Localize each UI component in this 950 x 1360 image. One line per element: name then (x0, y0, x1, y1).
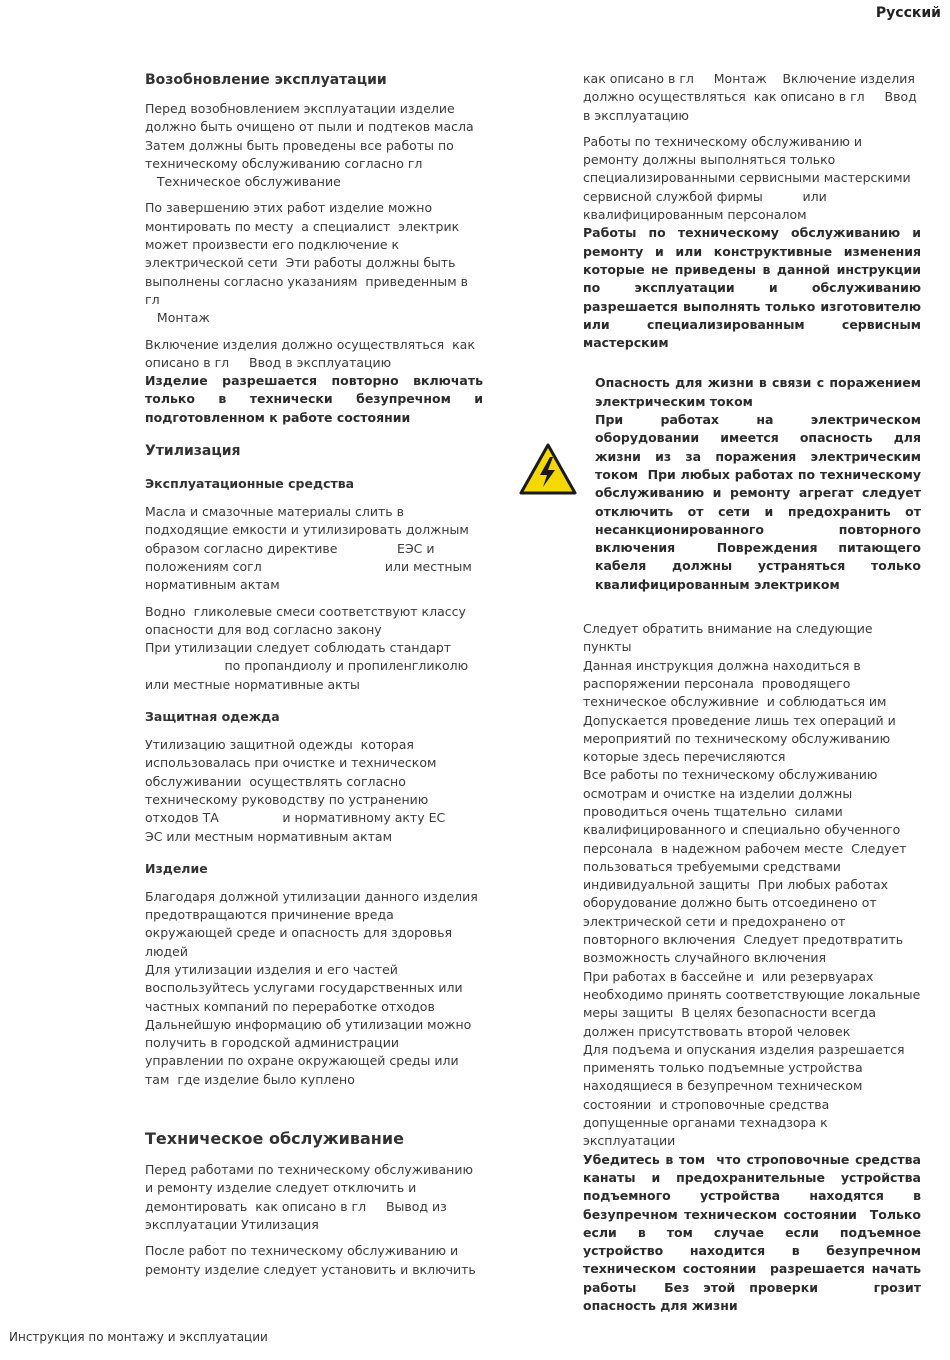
maintenance-paragraph-1: Перед работами по техническому обслуживанию и ремонту изделие следует отключить и демонтировать как описано в гл Вывод из эксплуатации Утилизация (145, 1162, 477, 1232)
maintenance-paragraph-2: После работ по техническому обслуживанию и ремонту изделие следует установить и включить (145, 1243, 476, 1277)
continuation-paragraph: как описано в гл Монтаж Включение изделия должно осуществляться как описано в гл Ввод в эксплуатацию (583, 71, 921, 123)
right-column (583, 70, 926, 1323)
disposal-heading: Утилизация (145, 443, 241, 460)
warning-title: Опасность для жизни в связи с поражением электрическим током (595, 375, 926, 409)
language-label: Русский (875, 5, 941, 21)
points-paragraph: Следует обратить внимание на следующие пункты Данная инструкция должна находиться в распоряжении персонала проводящего техническое обслуживние и соблюдаться им Допускается проведение лишь тех операций и мероприятий по техническому обслуживанию которые здесь перечисляются Все работы по техническому обслуживанию осмотрам и очистке на изделии должны проводиться очень тщательно силами квалифицированного и специально обученного персонала в надежном рабочем месте Следует пользоваться требуемыми средствами индивидуальной защиты При любых работах оборудование должно быть отсоединено от электрической сети и предохранено от повторного включения Следует предотвратить возможность случайного включения При работах в бассейне и или резервуарах необходимо принять соответствующие локальные меры защиты В целях безопасности всегда должен присутствовать второй человек Для подъема и опускания изделия разрешается применять только подъемные устройства находящиеся в безупречном техническом состоянии и строповочные средства допущенные органами технадзора к эксплуатации (583, 621, 921, 1149)
operating-media-paragraph-1: Масла и смазочные материалы слить в подходящие емкости и утилизировать должным образом согласно директиве ЕЭС и положениям согл или местным нормативным актам (145, 504, 476, 593)
service-bold-note: Работы по техническому обслуживанию и ремонту и или конструктивные изменения которые не приведены в данной инструкции по эксплуатации и обслуживанию разрешается выполнять только изготовителю или специализированным сервисным мастерским (583, 225, 926, 351)
operating-media-paragraph-2: Водно гликолевые смеси соответствуют классу опасности для вод согласно закону При утилизации следует соблюдать стандарт по пропандиолу и пропиленгликолю или местные нормативные акты (145, 603, 469, 692)
protective-clothing-heading: Защитная одежда (145, 709, 280, 725)
electrical-warning-box (583, 374, 926, 594)
product-paragraph: Благодаря должной утилизации данного изделия предотвращаются причинение вреда окружающей среде и опасность для здоровья людей Для утилизации изделия и его частей воспользуйтесь услугами государственных или частных компаний по переработке отходов Дальнейшую информацию об утилизации можно получить в городской администрации управлении по охране окружающей среды или там где изделие было куплено (145, 888, 478, 1087)
final-bold-note: Убедитесь в том что строповочные средства канаты и предохранительные устройства подъемного устройства находятся в безупречном техническом состоянии Только если в том случае если подъемное устройство находится в безупречном техническом состоянии разрешается начать работы Без этой проверки грозит опасность для жизни (583, 1151, 926, 1313)
restart-paragraph-3: Включение изделия должно осуществляться как описано в гл Ввод в эксплуатацию (145, 336, 479, 370)
warning-text: При работах на электрическом оборудовании имеется опасность для жизни из за поражения электрическим током При любых работах по техническому обслуживанию и ремонту агрегат следует отключить от сети и предохранить от несанкционированного повторного включения Повреждения питающего кабеля должны устраняться только квалифицированным электриком (595, 412, 926, 592)
service-paragraph: Работы по техническому обслуживанию и ремонту должны выполняться только специализированными сервисными мастерскими сервисной службой фирмы или квалифицированным персоналом (583, 133, 915, 223)
maintenance-heading: Техническое обслуживание (145, 1129, 404, 1149)
footer-text: Инструкция по монтажу и эксплуатации (9, 1330, 268, 1344)
electrical-hazard-icon (518, 442, 578, 496)
left-column (145, 70, 509, 1287)
protective-clothing-paragraph: Утилизацию защитной одежды которая использовалась при очистке и техническом обслуживании осуществлять согласно техническому руководству по устранению отходов ТА и нормативному акту ЕС ЭС или местным нормативным актам (145, 737, 509, 844)
restart-paragraph-2: По завершению этих работ изделие можно монтировать по месту а специалист электрик может произвести его подключение к электрической сети Эти работы должны быть выполнены согласно указаниям приведенным в гл Монтаж (145, 200, 469, 326)
restart-paragraph-1: Перед возобновлением эксплуатации изделие должно быть очищено от пыли и подтеков масла Затем должны быть проведены все работы по техническому обслуживанию согласно гл Техническое обслуживание (145, 101, 474, 190)
product-heading: Изделие (145, 860, 208, 876)
restart-heading: Возобновление эксплуатации (145, 72, 387, 88)
operating-media-heading: Эксплуатационные средства (145, 476, 355, 492)
restart-bold-note: Изделие разрешается повторно включать только в технически безупречном и подготовленном к работе состоянии (145, 373, 488, 425)
